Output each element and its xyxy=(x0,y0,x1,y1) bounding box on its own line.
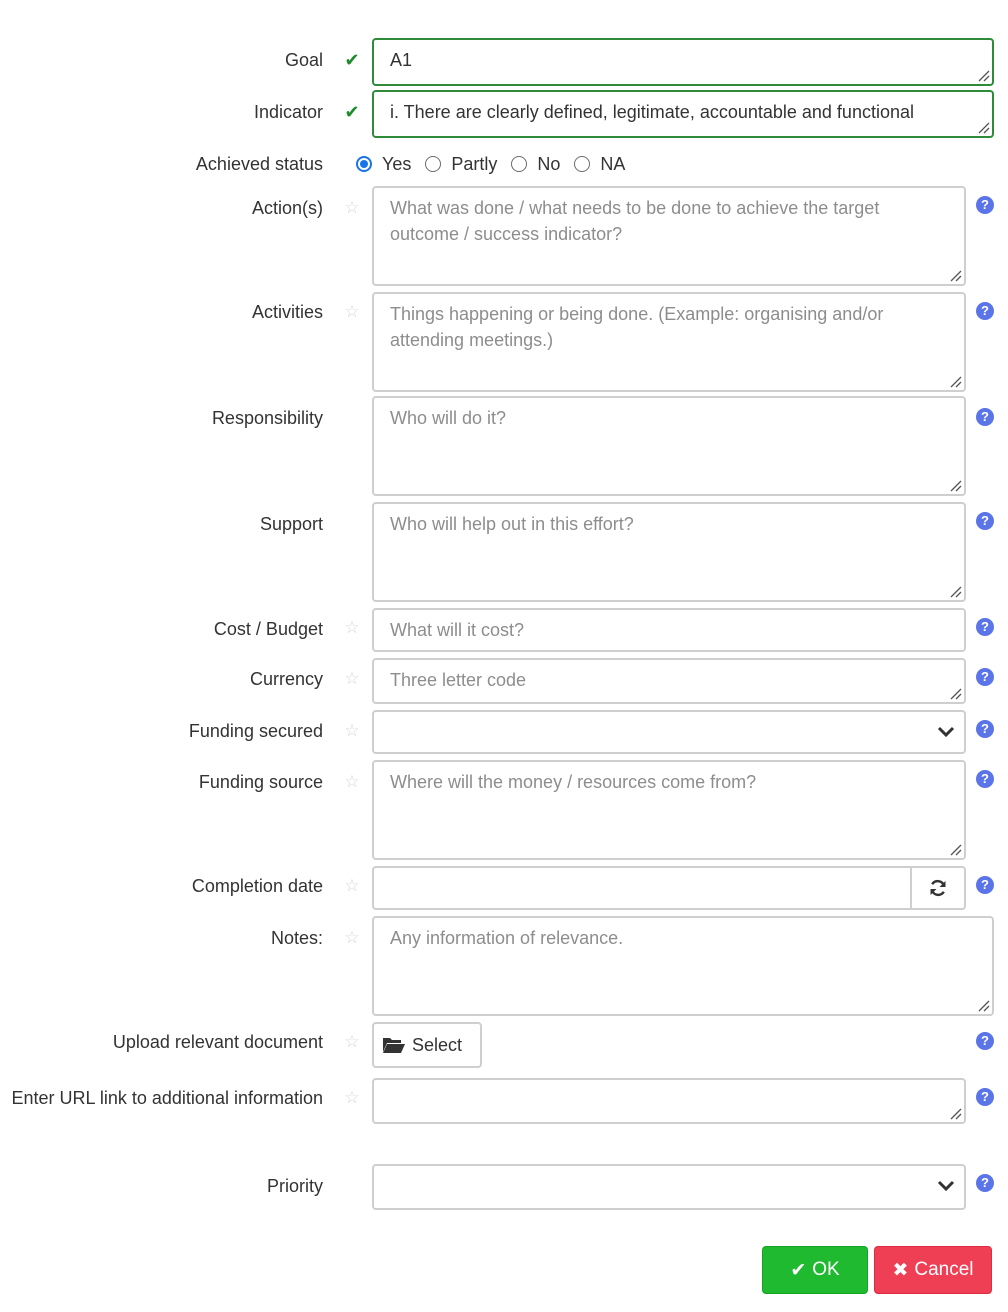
help-icon[interactable]: ? xyxy=(976,770,994,788)
resize-grip-icon[interactable] xyxy=(948,268,962,282)
goal-label: Goal xyxy=(284,50,323,70)
resize-grip-icon[interactable] xyxy=(948,842,962,856)
help-icon[interactable]: ? xyxy=(976,302,994,320)
check-icon: ✔ xyxy=(344,102,360,122)
support-field[interactable] xyxy=(372,502,966,602)
url-link-label: Enter URL link to additional information xyxy=(11,1088,323,1108)
goal-field[interactable] xyxy=(372,38,994,86)
refresh-icon xyxy=(928,878,948,898)
achieved-status-radios xyxy=(356,152,639,176)
cancel-label: Cancel xyxy=(914,1259,974,1280)
resize-grip-icon[interactable] xyxy=(948,374,962,388)
cost-placeholder: What will it cost? xyxy=(390,620,525,640)
upload-label: Upload relevant document xyxy=(112,1032,323,1052)
activities-field[interactable] xyxy=(372,292,966,392)
resize-grip-icon[interactable] xyxy=(948,1106,962,1120)
resize-grip-icon[interactable] xyxy=(948,478,962,492)
radio-no-label: No xyxy=(537,153,561,174)
star-icon[interactable]: ☆ xyxy=(344,669,360,688)
goal-value: A1 xyxy=(390,50,413,70)
notes-field[interactable] xyxy=(372,916,994,1016)
help-icon[interactable]: ? xyxy=(976,1032,994,1050)
star-icon[interactable]: ☆ xyxy=(344,772,360,791)
radio-partly-label: Partly xyxy=(451,153,498,174)
radio-yes[interactable] xyxy=(356,156,372,172)
chevron-down-icon xyxy=(936,724,956,740)
help-icon[interactable]: ? xyxy=(976,196,994,214)
indicator-label: Indicator xyxy=(253,102,323,122)
check-icon: ✔ xyxy=(344,50,360,70)
actions-label: Action(s) xyxy=(251,198,323,218)
resize-grip-icon[interactable] xyxy=(948,584,962,598)
activities-label: Activities xyxy=(251,302,323,322)
upload-select-button[interactable] xyxy=(372,1022,482,1068)
currency-field[interactable] xyxy=(372,658,966,704)
resize-grip-icon[interactable] xyxy=(976,68,990,82)
funding-source-label: Funding source xyxy=(198,772,323,792)
star-icon[interactable]: ☆ xyxy=(344,1032,360,1051)
star-icon[interactable]: ☆ xyxy=(344,876,360,895)
actions-placeholder: What was done / what needs to be done to achieve the target outcome / success indicator? xyxy=(390,198,880,244)
currency-label: Currency xyxy=(249,669,323,689)
url-link-field[interactable] xyxy=(372,1078,966,1124)
priority-select[interactable] xyxy=(372,1164,966,1210)
upload-select-label: Select xyxy=(412,1035,463,1055)
indicator-value: i. There are clearly defined, legitimate, accountable and functional xyxy=(390,102,914,122)
completion-date-label: Completion date xyxy=(191,876,323,896)
radio-no[interactable] xyxy=(511,156,527,172)
radio-partly[interactable] xyxy=(425,156,441,172)
help-icon[interactable]: ? xyxy=(976,876,994,894)
responsibility-label: Responsibility xyxy=(211,408,323,428)
help-icon[interactable]: ? xyxy=(976,720,994,738)
indicator-field[interactable] xyxy=(372,90,994,138)
resize-grip-icon[interactable] xyxy=(976,998,990,1012)
radio-na[interactable] xyxy=(574,156,590,172)
responsibility-field[interactable] xyxy=(372,396,966,496)
activities-placeholder: Things happening or being done. (Example: organising and/or attending meetings.) xyxy=(390,304,884,350)
ok-button[interactable] xyxy=(762,1246,868,1294)
help-icon[interactable]: ? xyxy=(976,1174,994,1192)
star-icon[interactable]: ☆ xyxy=(344,928,360,947)
folder-open-icon xyxy=(382,1036,406,1054)
support-label: Support xyxy=(259,514,323,534)
funding-source-placeholder: Where will the money / resources come from? xyxy=(390,772,757,792)
help-icon[interactable]: ? xyxy=(976,512,994,530)
achieved-status-label: Achieved status xyxy=(195,154,323,174)
cost-input[interactable] xyxy=(372,608,966,652)
funding-secured-select[interactable] xyxy=(372,710,966,754)
star-icon[interactable]: ☆ xyxy=(344,1088,360,1107)
cancel-button[interactable] xyxy=(874,1246,992,1294)
help-icon[interactable]: ? xyxy=(976,1088,994,1106)
funding-secured-label: Funding secured xyxy=(188,721,323,741)
actions-field[interactable] xyxy=(372,186,966,286)
radio-na-label: NA xyxy=(600,153,626,174)
support-placeholder: Who will help out in this effort? xyxy=(390,514,634,534)
currency-placeholder: Three letter code xyxy=(390,670,527,690)
check-icon: ✔ xyxy=(790,1259,807,1281)
chevron-down-icon xyxy=(936,1178,956,1194)
completion-date-input[interactable] xyxy=(372,866,912,910)
resize-grip-icon[interactable] xyxy=(976,120,990,134)
help-icon[interactable]: ? xyxy=(976,408,994,426)
priority-label: Priority xyxy=(266,1176,323,1196)
radio-yes-label: Yes xyxy=(382,153,412,174)
responsibility-placeholder: Who will do it? xyxy=(390,408,507,428)
help-icon[interactable]: ? xyxy=(976,668,994,686)
star-icon[interactable]: ☆ xyxy=(344,721,360,740)
help-icon[interactable]: ? xyxy=(976,618,994,636)
star-icon[interactable]: ☆ xyxy=(344,302,360,321)
notes-placeholder: Any information of relevance. xyxy=(390,928,624,948)
funding-source-field[interactable] xyxy=(372,760,966,860)
resize-grip-icon[interactable] xyxy=(948,686,962,700)
cost-label: Cost / Budget xyxy=(213,619,323,639)
notes-label: Notes: xyxy=(270,928,323,948)
star-icon[interactable]: ☆ xyxy=(344,618,360,637)
completion-date-refresh-button[interactable] xyxy=(910,866,966,910)
ok-label: OK xyxy=(812,1259,840,1280)
times-icon: ✖ xyxy=(892,1259,909,1281)
star-icon[interactable]: ☆ xyxy=(344,198,360,217)
